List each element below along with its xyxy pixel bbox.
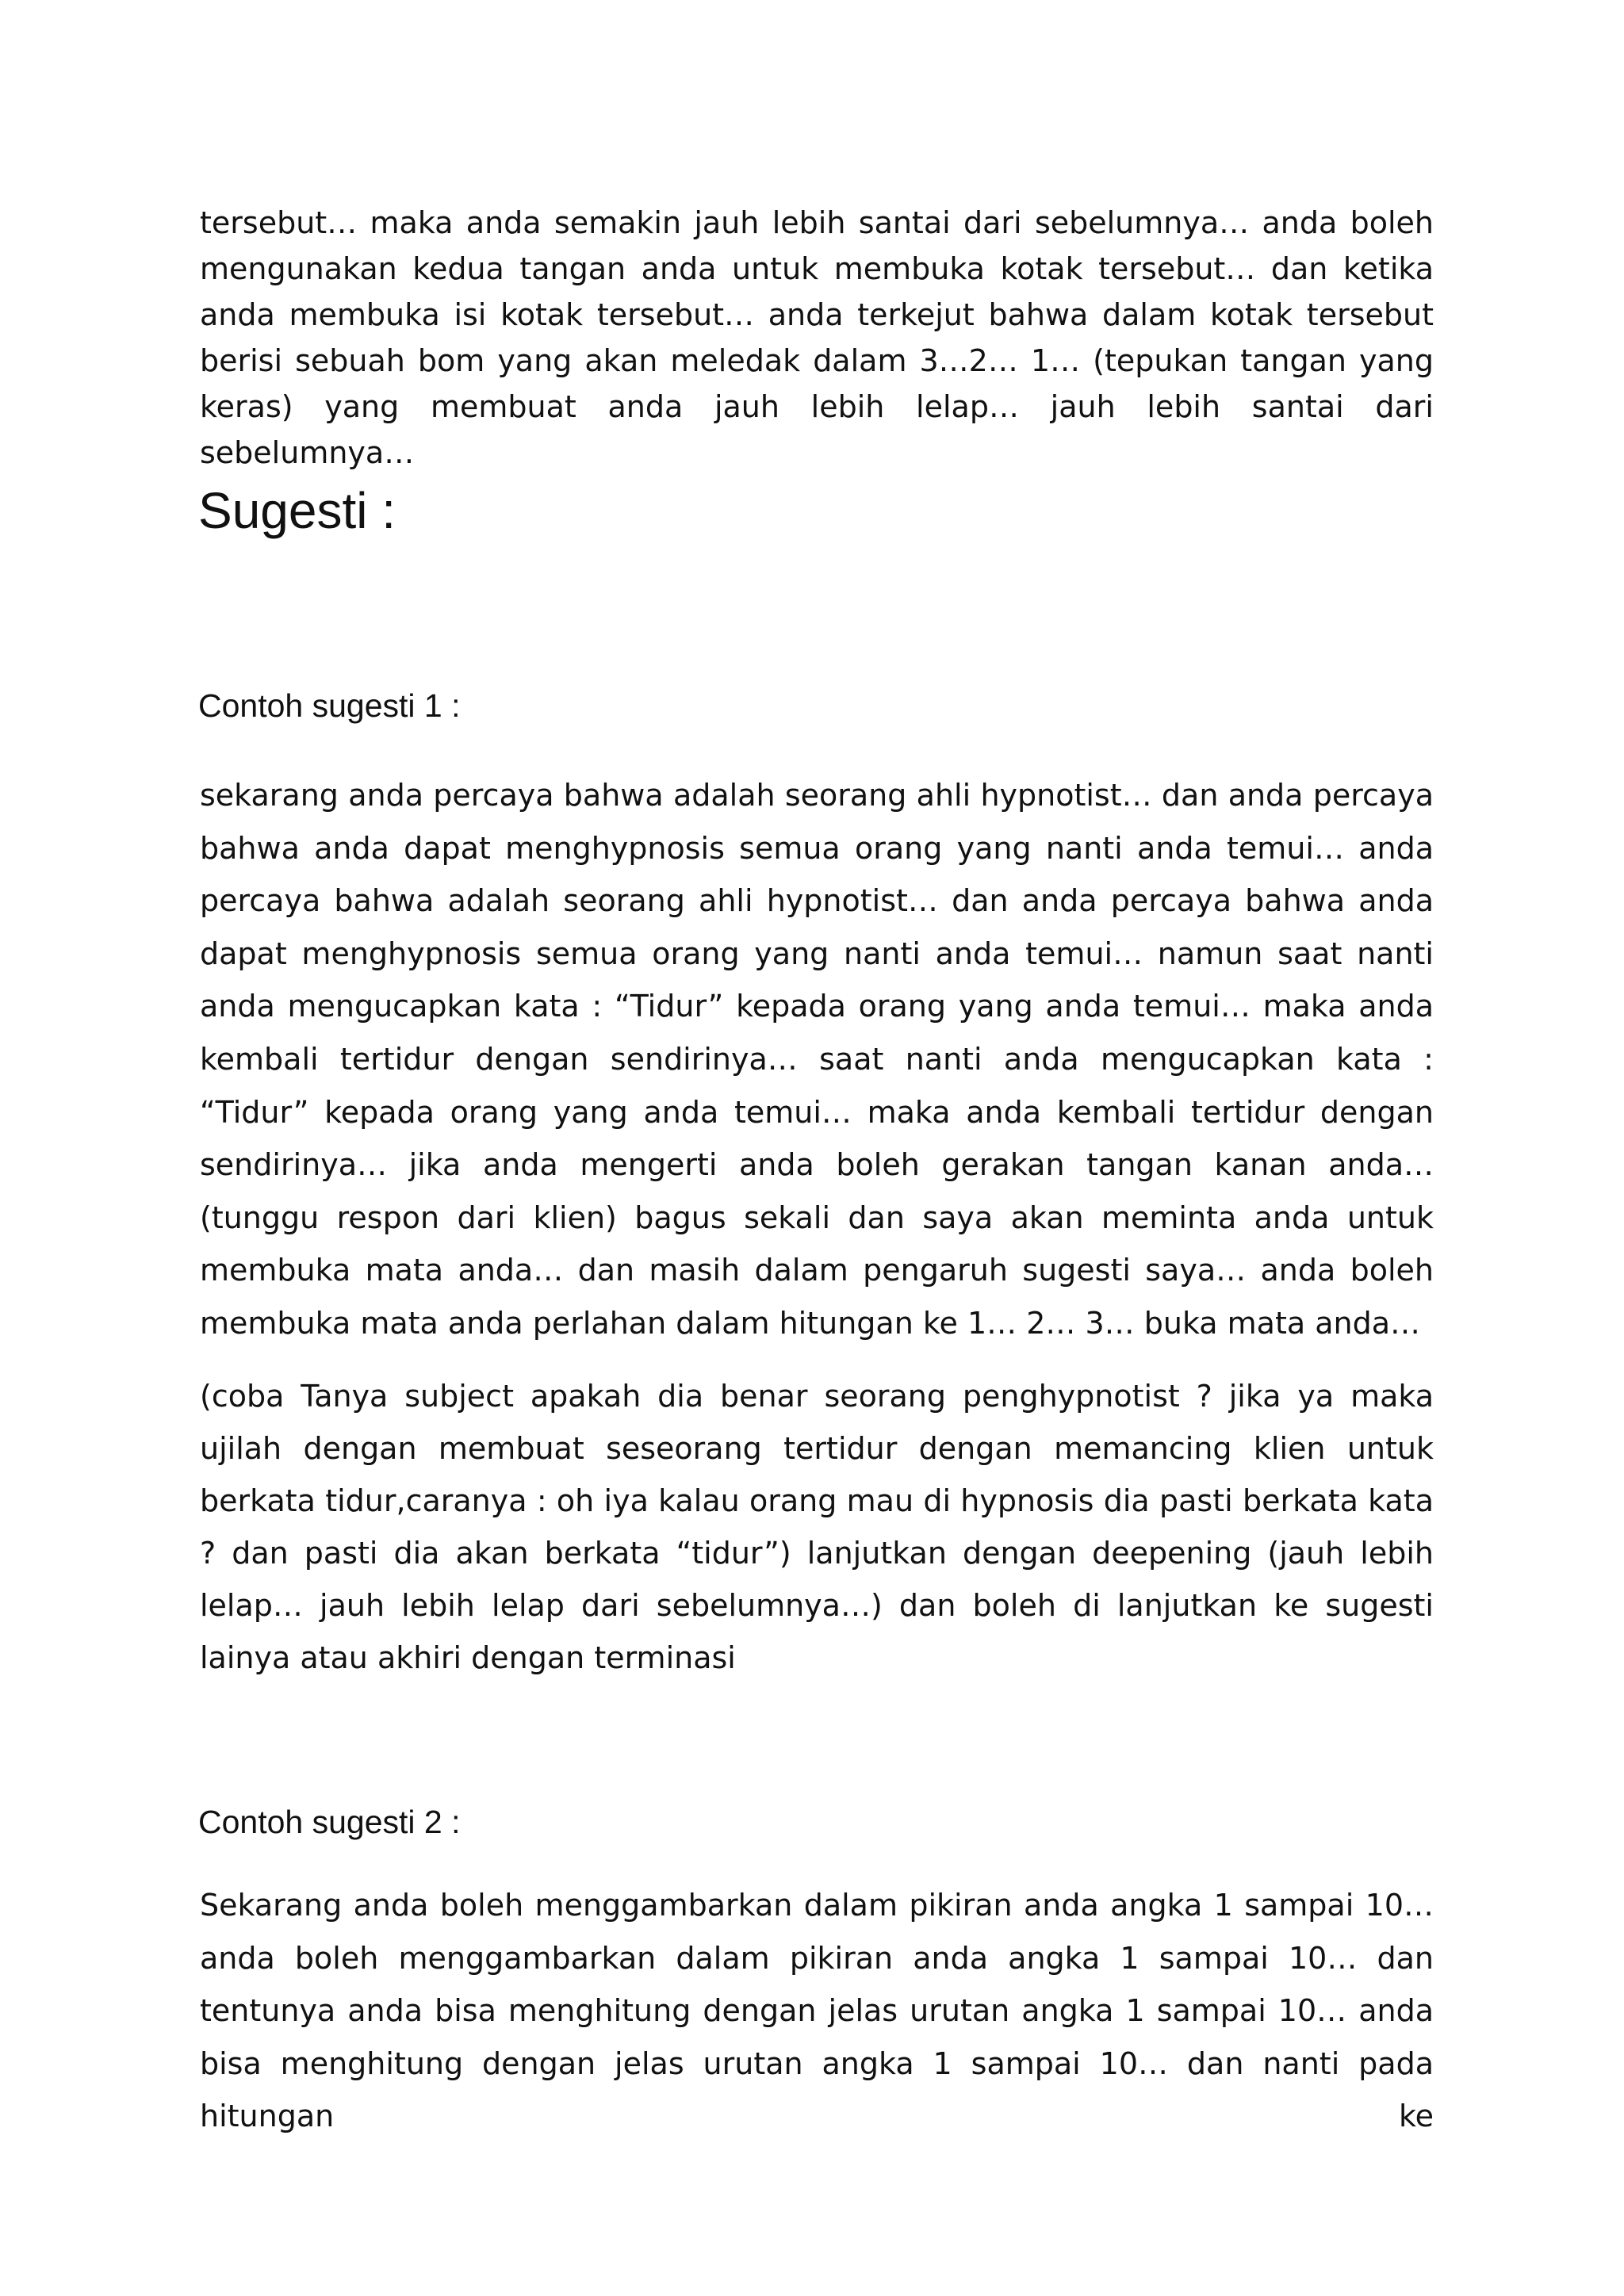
example-2-title: Contoh sugesti 2 :: [198, 1804, 461, 1840]
section-heading: Sugesti :: [198, 482, 396, 539]
example-2-paragraph: Sekarang anda boleh menggambarkan dalam pikiran anda angka 1 sampai 10… anda boleh menggambarkan dalam pikiran anda angka 1 sampai 10… dan tentunya anda bisa menghitung dengan jelas urutan angka 1 sampai 10… anda bisa menghitung dengan jelas urutan angka 1 sampai 10… dan nanti pada hitungan ke: [200, 1888, 1434, 2133]
example-1-title: Contoh sugesti 1 :: [198, 687, 461, 724]
intro-paragraph: tersebut… maka anda semakin jauh lebih santai dari sebelumnya… anda boleh mengunakan kedua tangan anda untuk membuka kotak tersebut… dan ketika anda membuka isi kotak tersebut… anda terkejut bahwa dalam kotak tersebut berisi sebuah bom yang akan meledak dalam 3…2… 1… (tepukan tangan yang keras) yang membuat anda jauh lebih lelap… jauh lebih santai dari sebelumnya…: [200, 205, 1434, 470]
example-1-note: (coba Tanya subject apakah dia benar seorang penghypnotist ? jika ya maka ujilah dengan membuat seseorang tertidur dengan memancing klien untuk berkata tidur,caranya : oh iya kalau orang mau di hypnosis dia pasti berkata kata ? dan pasti dia akan berkata “tidur”) lanjutkan dengan deepening (jauh lebih lelap… jauh lebih lelap dari sebelumnya…) dan boleh di lanjutkan ke sugesti lainya atau akhiri dengan terminasi: [200, 1379, 1434, 1675]
example-1-paragraph: sekarang anda percaya bahwa adalah seorang ahli hypnotist… dan anda percaya bahwa anda dapat menghypnosis semua orang yang nanti anda temui… anda percaya bahwa adalah seorang ahli hypnotist… dan anda percaya bahwa anda dapat menghypnosis semua orang yang nanti anda temui… namun saat nanti anda mengucapkan kata : “Tidur” kepada orang yang anda temui… maka anda kembali tertidur dengan sendirinya… saat nanti anda mengucapkan kata : “Tidur” kepada orang yang anda temui… maka anda kembali tertidur dengan sendirinya… jika anda mengerti anda boleh gerakan tangan kanan anda… (tunggu respon dari klien) bagus sekali dan saya akan meminta anda untuk membuka mata anda… dan masih dalam pengaruh sugesti saya… anda boleh membuka mata anda perlahan dalam hitungan ke 1… 2… 3… buka mata anda…: [200, 778, 1434, 1341]
